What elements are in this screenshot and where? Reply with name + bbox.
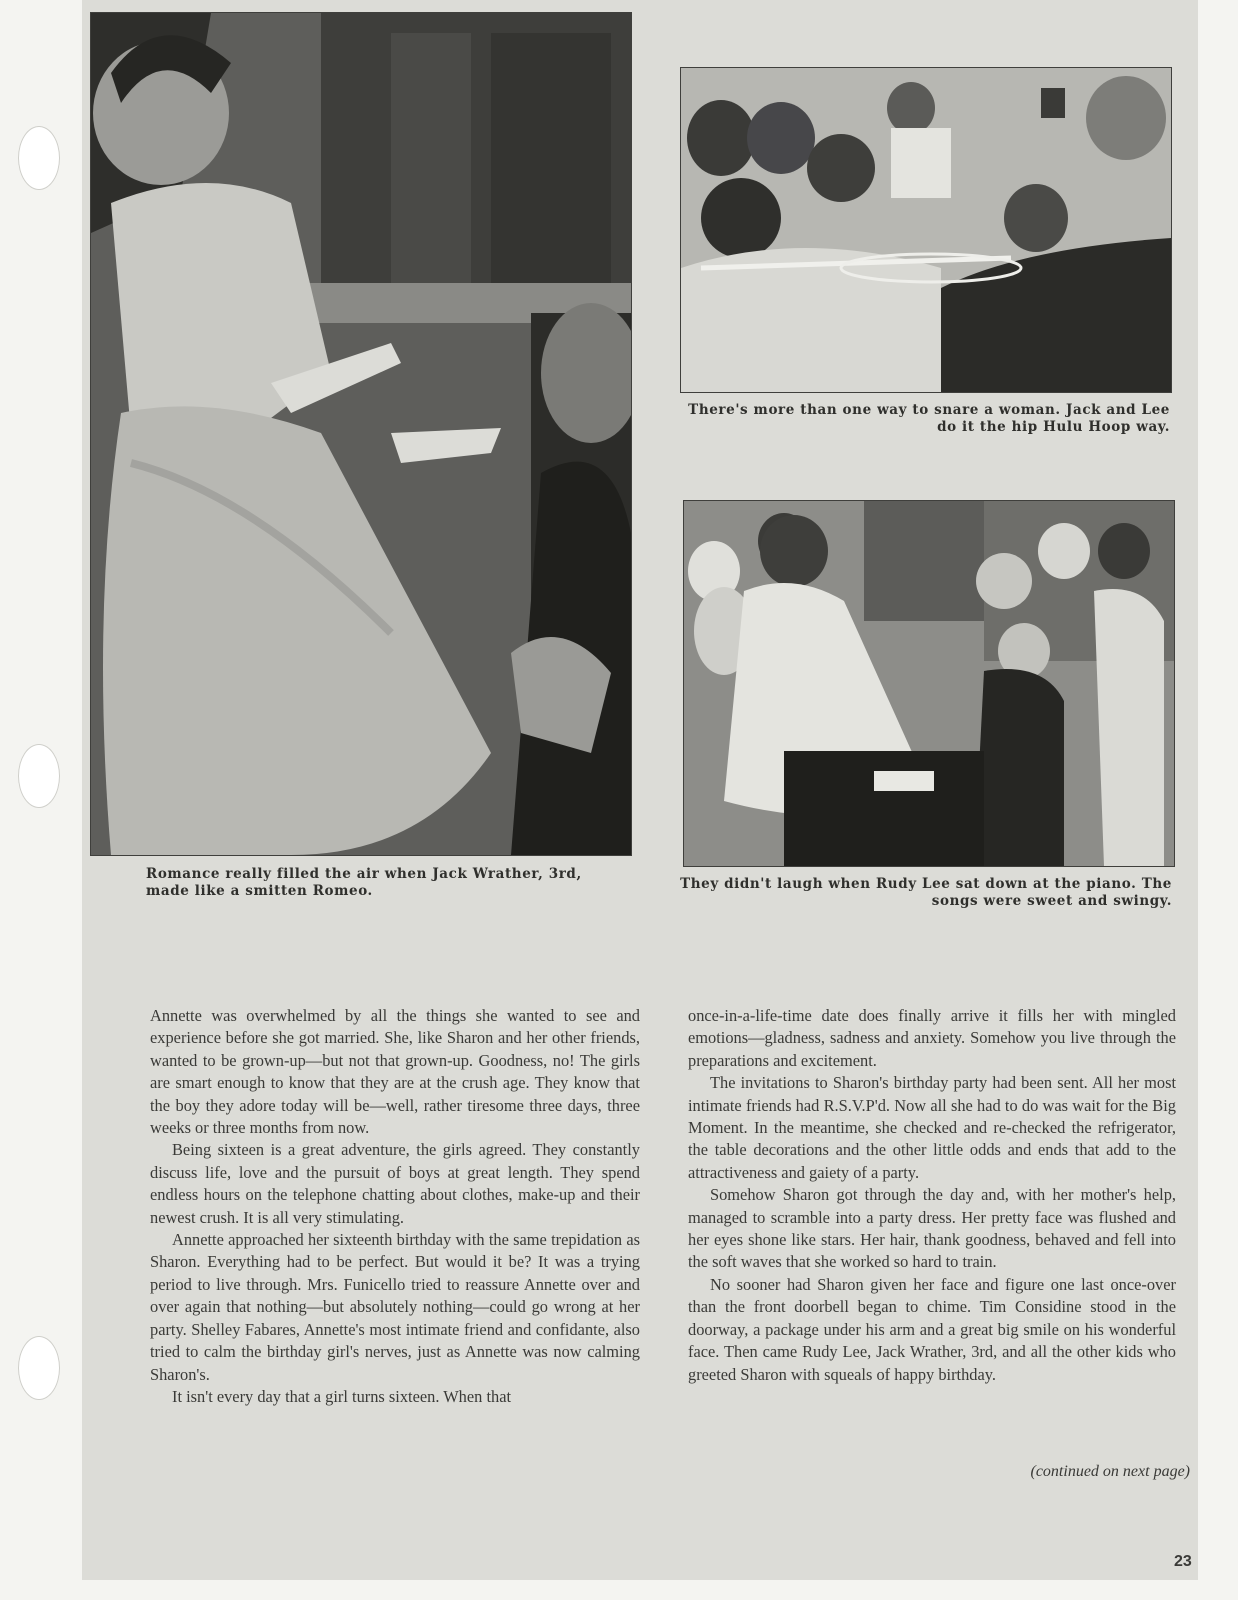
punch-hole <box>18 126 60 190</box>
continued-note: (continued on next page) <box>1030 1463 1190 1480</box>
article-right-column <box>688 1005 1176 1386</box>
piano-photo-image <box>684 501 1174 866</box>
article-paragraph: It isn't every day that a girl turns sixteen. When that <box>172 1386 512 1406</box>
hula-hoop-photo-image <box>681 68 1171 392</box>
page-number: 23 <box>1174 1553 1192 1570</box>
article-left-column <box>150 1005 640 1408</box>
romance-photo <box>90 12 632 856</box>
article-paragraph: The invitations to Sharon's birthday party had been sent. All her most intimate friends had R.S.V.P'd. Now all she had to do was wait for the Big Moment. In the meantime, she checked and re-checked the refrigerator, the table decorations and the other little odds and ends that add to the attractiveness and gaiety of a party. <box>688 1073 1176 1182</box>
article-paragraph: No sooner had Sharon given her face and figure one last once-over than the front doorbell began to chime. Tim Considine stood in the doorway, a package under his arm and a great big smile on his wonderful face. Then came Rudy Lee, Jack Wrather, 3rd, and all the other kids who greeted Sharon with squeals of happy birthday. <box>688 1274 1176 1384</box>
romance-photo-image <box>91 13 631 855</box>
piano-photo <box>683 500 1175 867</box>
article-paragraph: Somehow Sharon got through the day and, with her mother's help, managed to scramble into a party dress. Her pretty face was flushed and her eyes shone like stars. Her hair, thank goodness, behaved and fell into the soft waves that she worked so hard to train. <box>688 1185 1176 1272</box>
punch-hole <box>18 744 60 808</box>
piano-photo-caption: They didn't laugh when Rudy Lee sat down at the piano. The songs were sweet and swingy. <box>680 876 1172 909</box>
hula-hoop-photo-caption: There's more than one way to snare a woman. Jack and Lee do it the hip Hulu Hoop way. <box>688 402 1170 435</box>
article-paragraph: once-in-a-life-time date does finally arrive it fills her with mingled emotions—gladness, sadness and anxiety. Somehow you live through the preparations and excitement. <box>688 1006 1176 1070</box>
article-paragraph: Annette was overwhelmed by all the things she wanted to see and experience before she got married. She, like Sharon and her other friends, wanted to be grown-up—but not that grown-up. Goodness, no! The girls are smart enough to know that they are at the crush age. They know that the boy they adore today will be—well, rather tiresome three days, three weeks or three months from now. <box>150 1006 640 1138</box>
article-paragraph: Being sixteen is a great adventure, the girls agreed. They constantly discuss life, love and the pursuit of boys at great length. They spend endless hours on the telephone chatting about clothes, make-up and their newest crush. It is all very stimulating. <box>150 1140 640 1227</box>
romance-photo-caption: Romance really filled the air when Jack Wrather, 3rd, made like a smitten Romeo. <box>146 866 582 899</box>
article-paragraph: Annette approached her sixteenth birthday with the same trepidation as Sharon. Everything had to be perfect. But would it be? It was a trying period to live through. Mrs. Funicello tried to reassure Annette over and over again that nothing—but absolutely nothing—could go wrong at her party. Shelley Fabares, Annette's most intimate friend and confidante, also tried to calm the birthday girl's nerves, just as Annette was now calming Sharon's. <box>150 1230 640 1384</box>
punch-hole <box>18 1336 60 1400</box>
hula-hoop-photo <box>680 67 1172 393</box>
